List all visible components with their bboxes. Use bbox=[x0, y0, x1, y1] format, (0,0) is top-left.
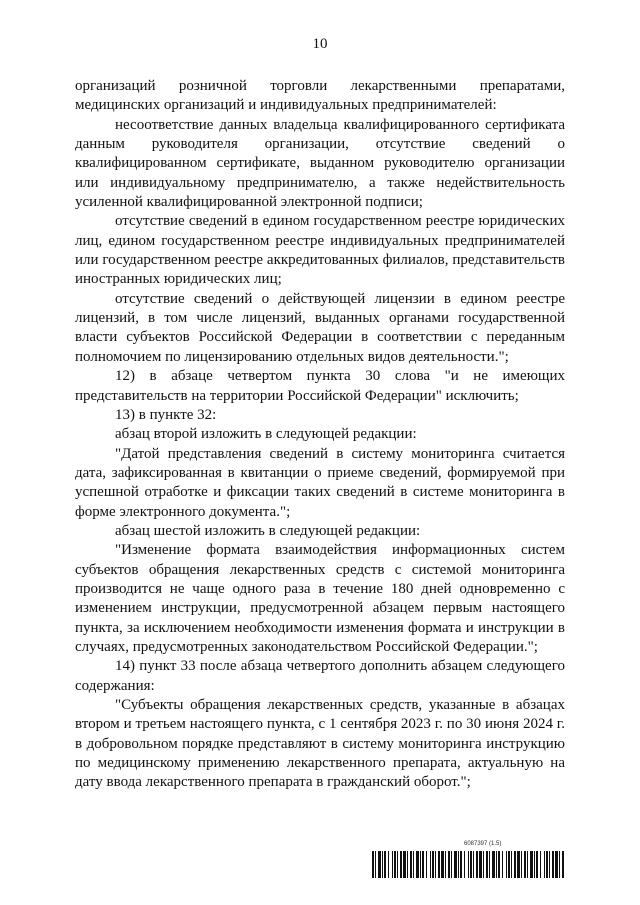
document-body bbox=[75, 77, 565, 793]
paragraph: абзац шестой изложить в следующей редакции: bbox=[115, 522, 421, 539]
paragraph: 12) в абзаце четвертом пункта 30 слова "и не имеющих представительств на территории Российской Федерации" исключить; bbox=[75, 368, 565, 404]
paragraph: отсутствие сведений о действующей лицензии в едином реестре лицензий, в том числе лицензий, выданных органами государственной власти субъектов Российской Федерации в соответствии с переданным полномочием по лицензированию отдельных видов деятельности."; bbox=[75, 290, 565, 365]
paragraph: организаций розничной торговли лекарственными препаратами, медицинских организаций и индивидуальных предпринимателей: bbox=[75, 78, 565, 114]
paragraph: "Субъекты обращения лекарственных средств, указанные в абзацах втором и третьем настоящего пункта, с 1 сентября 2023 г. по 30 июня 2024 г. в добровольном порядке представляют в систему мониторинга инструкцию по медицинскому применению лекарственного препарата, актуальную на дату ввода лекарственного препарата в гражданский оборот."; bbox=[75, 697, 565, 791]
page-number: 10 bbox=[312, 36, 328, 52]
paragraph: "Датой представления сведений в систему мониторинга считается дата, зафиксированная в квитанции о приеме сведений, формируемой при успешной отработке и фиксации таких сведений в системе мониторинга в форме электронного документа."; bbox=[75, 445, 565, 520]
paragraph: 13) в пункте 32: bbox=[115, 406, 217, 423]
paragraph: несоответствие данных владельца квалифицированного сертификата данным руководителя организации, отсутствие сведений о квалифицированном сертификате, выданном руководителю организации или индивидуальному предпринимателю, а также недействительность усиленной квалифицированной электронной подписи; bbox=[75, 116, 565, 211]
paragraph: абзац второй изложить в следующей редакции: bbox=[115, 426, 417, 443]
paragraph: 14) пункт 33 после абзаца четвертого дополнить абзацем следующего содержания: bbox=[75, 658, 565, 694]
paragraph: отсутствие сведений в едином государственном реестре юридических лиц, едином государственном реестре индивидуальных предпринимателей или государственном реестре аккредитованных филиалов, представительств иностранных юридических лиц; bbox=[75, 213, 565, 288]
barcode-icon bbox=[372, 851, 564, 878]
paragraph: "Изменение формата взаимодействия информационных систем субъектов обращения лекарственных средств с системой мониторинга производится не чаще одного раза в течение 180 дней одновременно с изменением инструкции, предусмотренной абзацем первым настоящего пункта, за исключением необходимости изменения формата и инструкции в случаях, предусмотренных законодательством Российской Федерации."; bbox=[75, 542, 565, 655]
document-code: 6087397 (1.5) bbox=[464, 841, 502, 847]
